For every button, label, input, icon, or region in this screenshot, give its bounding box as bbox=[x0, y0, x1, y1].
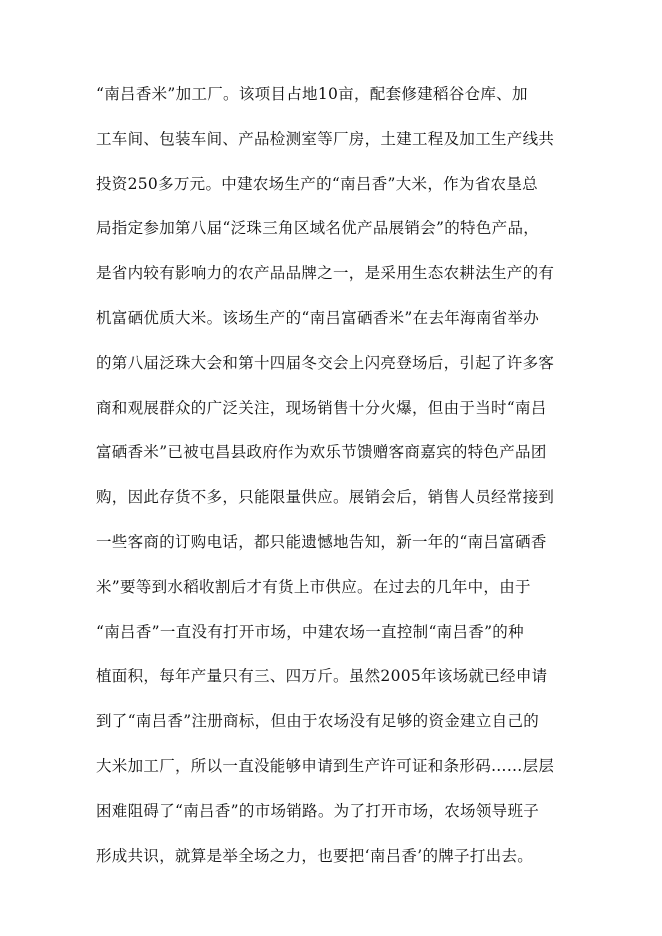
text-line: “南吕香米”加工厂。该项目占地10亩，配套修建稻谷仓库、加 bbox=[96, 85, 528, 103]
text-line: 投资250多万元。中建农场生产的“南吕香”大米，作为省农垦总 bbox=[96, 174, 538, 193]
text-line: 的第八届泛珠大会和第十四届冬交会上闪亮登场后，引起了许多客 bbox=[96, 353, 555, 372]
text-line: 大米加工厂，所以一直没能够申请到生产许可证和条形码……层层 bbox=[96, 756, 555, 775]
text-line: 一些客商的订购电话，都只能遗憾地告知，新一年的“南吕富硒香 bbox=[96, 532, 547, 551]
text-line: 工车间、包装车间、产品检测室等厂房，土建工程及加工生产线共 bbox=[96, 129, 555, 148]
text-line: “南吕香”一直没有打开市场，中建农场一直控制“南吕香”的种 bbox=[96, 622, 524, 641]
text-line: 是省内较有影响力的农产品品牌之一，是采用生态农耕法生产的有 bbox=[96, 264, 555, 283]
text-line: 植面积，每年产量只有三、四万斤。虽然2005年该场就已经申请 bbox=[96, 667, 548, 686]
text-line: 机富硒优质大米。该场生产的“南吕富硒香米”在去年海南省举办 bbox=[96, 308, 540, 327]
text-line: 到了“南吕香”注册商标，但由于农场没有足够的资金建立自己的 bbox=[96, 712, 540, 731]
text-line: 富硒香米”已被屯昌县政府作为欢乐节馈赠客商嘉宾的特色产品团 bbox=[96, 443, 547, 462]
text-line: 商和观展群众的广泛关注，现场销售十分火爆，但由于当时“南吕 bbox=[96, 398, 547, 417]
text-line: 困难阻碍了“南吕香”的市场销路。为了打开市场，农场领导班子 bbox=[96, 801, 540, 820]
text-line: 局指定参加第八届“泛珠三角区域名优产品展销会”的特色产品， bbox=[96, 219, 540, 238]
text-line: 米”要等到水稻收割后才有货上市供应。在过去的几年中，由于 bbox=[96, 577, 531, 596]
body-paragraph bbox=[96, 72, 576, 878]
text-line: 购，因此存货不多，只能限量供应。展销会后，销售人员经常接到 bbox=[96, 488, 555, 507]
text-line: 形成共识，就算是举全场之力，也要把‘南吕香’的牌子打出去。 bbox=[96, 846, 534, 865]
